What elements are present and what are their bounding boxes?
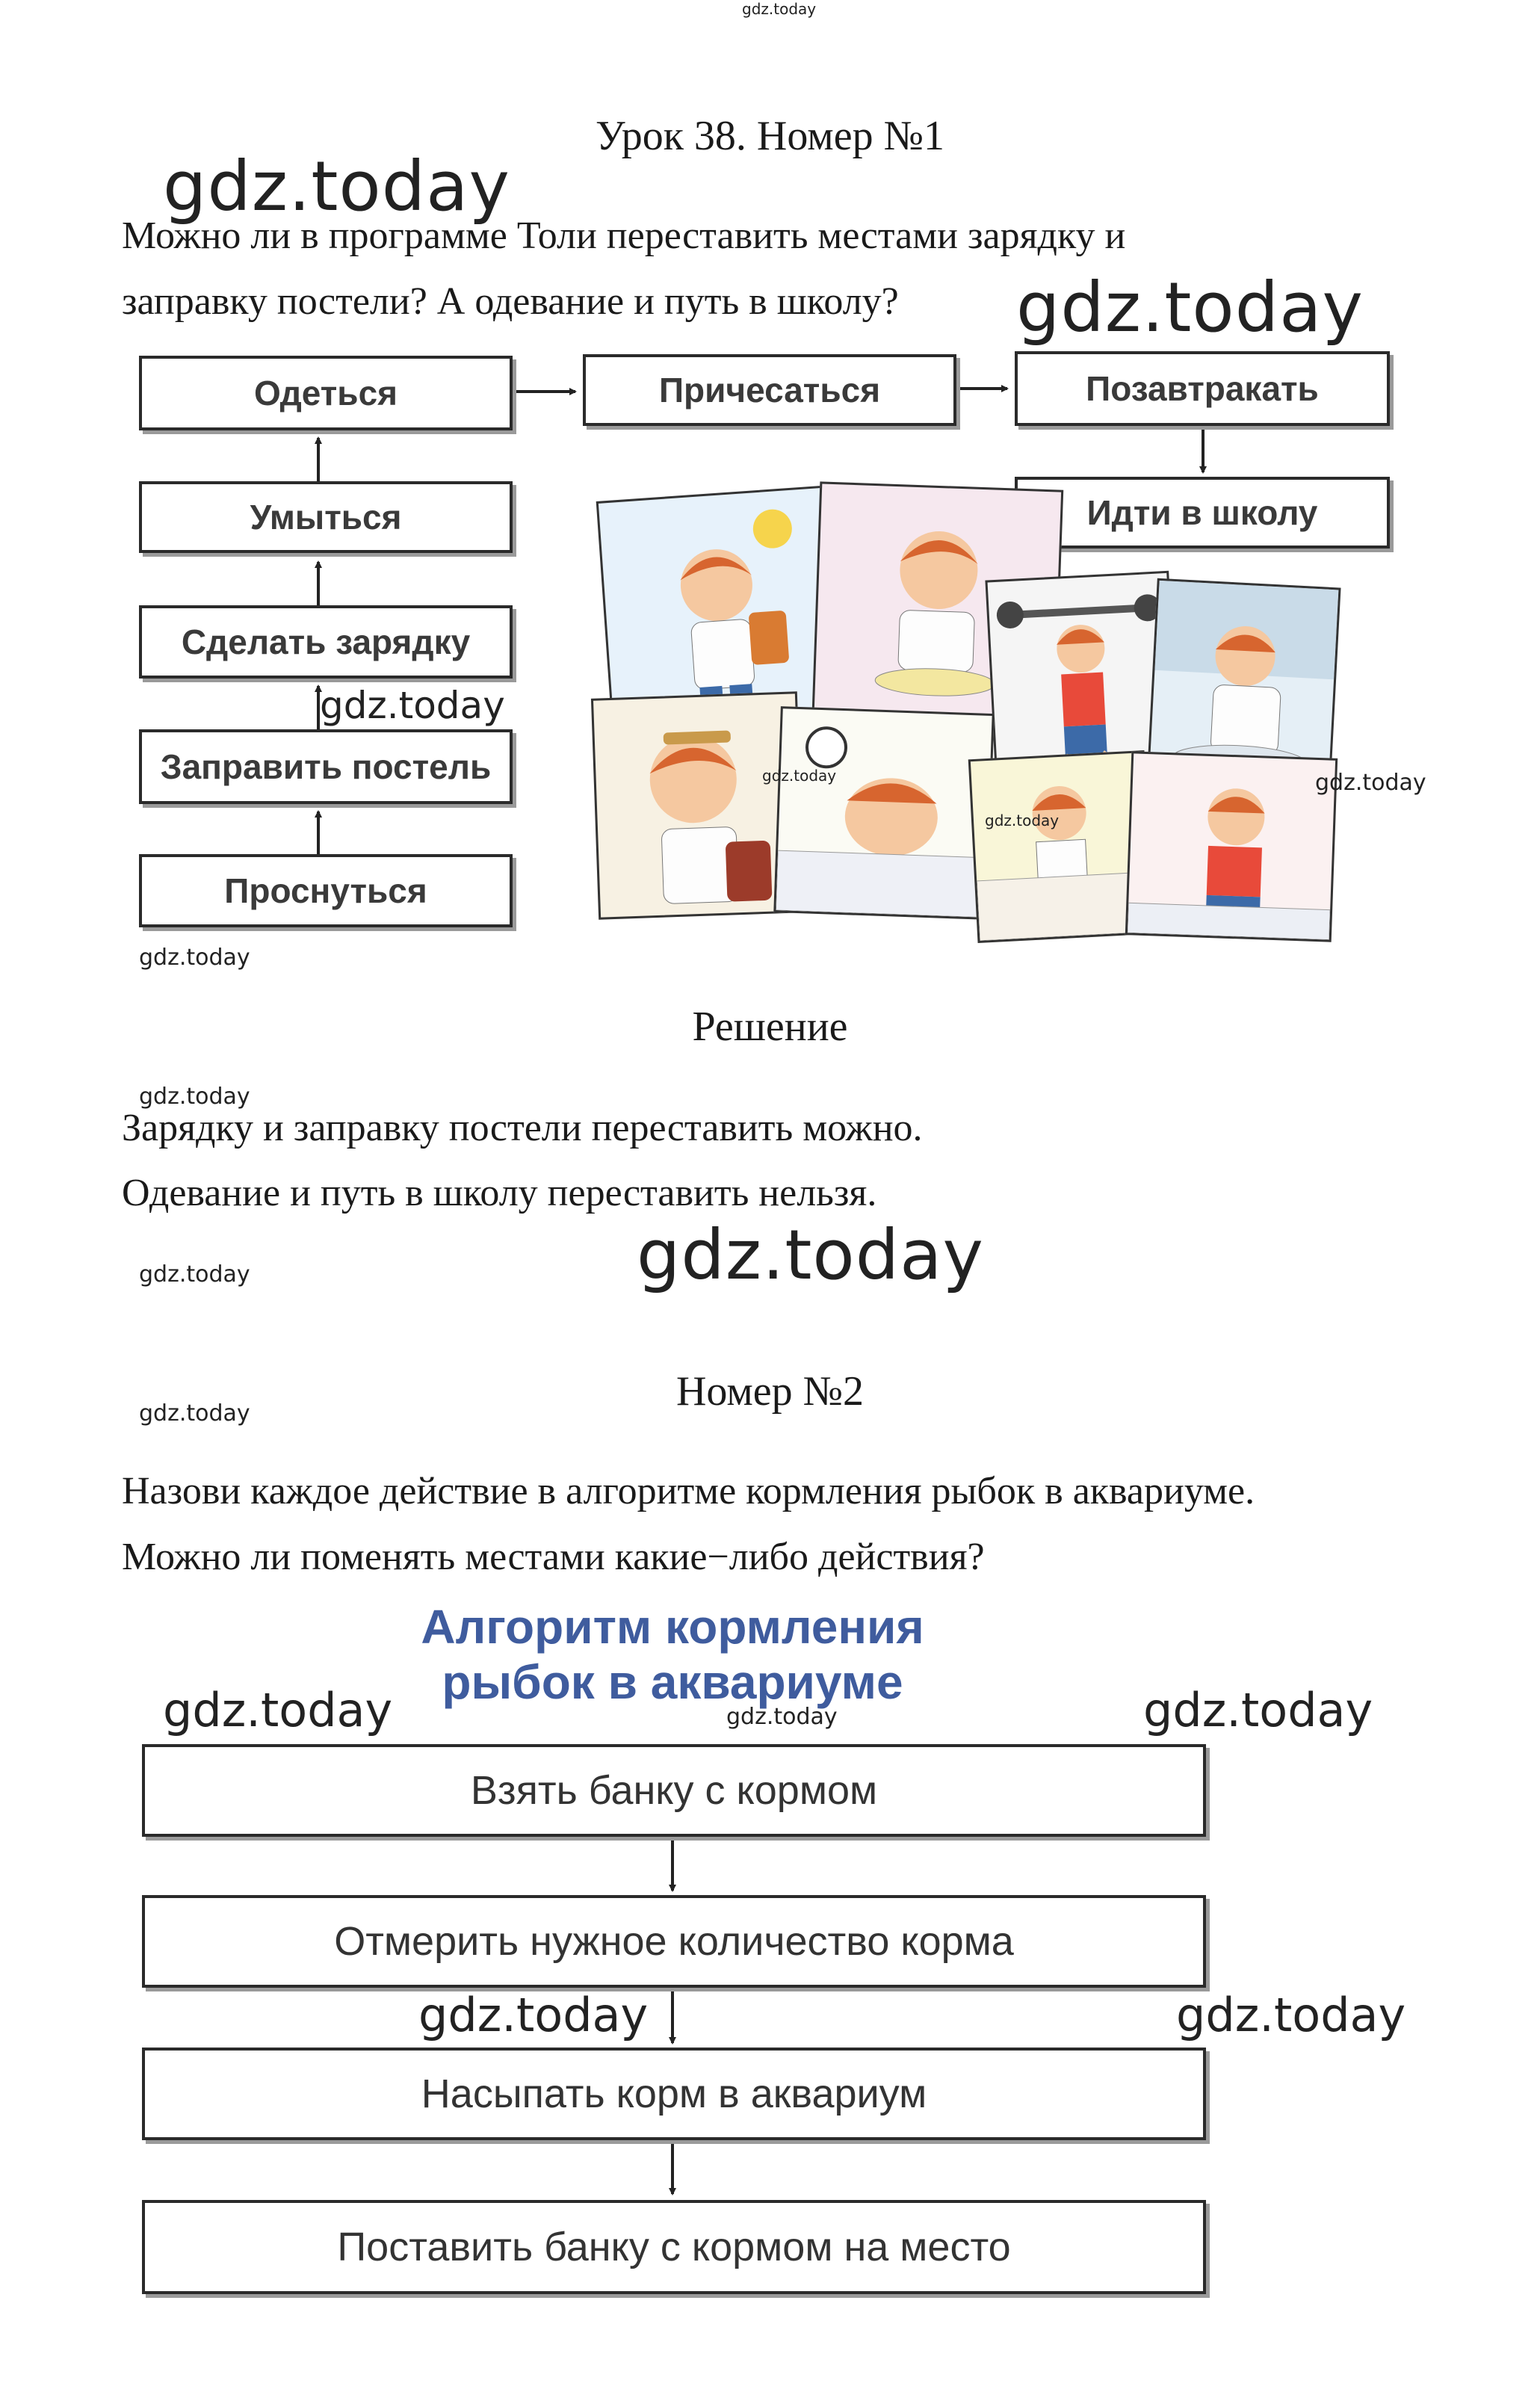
flow-exercise: Сделать зарядку [139, 605, 513, 679]
algorithm-step-3: Насыпать корм в аквариум [142, 2048, 1206, 2140]
watermark-top: gdz.today [742, 0, 817, 18]
watermark: gdz.today [762, 767, 837, 785]
watermark: gdz.today [1016, 268, 1364, 347]
section2-title: Номер №2 [675, 1368, 865, 1415]
algorithm-step-2: Отмерить нужное количество корма [142, 1895, 1206, 1988]
flow-breakfast: Позавтракать [1015, 351, 1390, 426]
watermark: gdz.today [637, 1215, 984, 1295]
section1-question-line2: заправку постели? А одевание и путь в школу? [122, 280, 899, 323]
watermark: gdz.today [1315, 770, 1426, 796]
flow-dress: Одеться [139, 356, 513, 430]
solution-heading: Решение [692, 1004, 848, 1050]
watermark: gdz.today [1143, 1683, 1373, 1737]
watermark: gdz.today [163, 1683, 393, 1737]
section2-question-line1: Назови каждое действие в алгоритме кормления рыбок в аквариуме. [122, 1470, 1255, 1512]
flow-comb: Причесаться [583, 354, 956, 426]
flow-wake-up: Проснуться [139, 854, 513, 927]
watermark: gdz.today [1176, 1988, 1406, 2042]
algorithm-title-line2: рыбок в аквариуме [442, 1655, 903, 1709]
flow-make-bed: Заправить постель [139, 729, 513, 804]
watermark: gdz.today [139, 945, 250, 971]
watermark: gdz.today [139, 1400, 250, 1427]
section1-title: Урок 38. Номер №1 [595, 113, 945, 159]
algorithm-title-line1: Алгоритм кормления [421, 1600, 924, 1654]
watermark: gdz.today [320, 684, 505, 727]
watermark: gdz.today [139, 1084, 250, 1110]
watermark: gdz.today [163, 146, 510, 226]
section1-question-line1: Можно ли в программе Толи переставить местами зарядку и [122, 214, 1126, 257]
watermark: gdz.today [985, 812, 1060, 829]
flow-go-school: Идти в школу [1015, 477, 1390, 548]
algorithm-step-4: Поставить банку с кормом на место [142, 2200, 1206, 2294]
section2-question-line2: Можно ли поменять местами какие−либо действия? [122, 1536, 985, 1578]
flow-wash: Умыться [139, 481, 513, 553]
solution-line2: Одевание и путь в школу переставить нельзя. [122, 1172, 877, 1214]
solution-line1: Зарядку и заправку постели переставить можно. [122, 1107, 923, 1149]
watermark: gdz.today [726, 1704, 838, 1730]
watermark: gdz.today [139, 1261, 250, 1288]
watermark: gdz.today [418, 1988, 649, 2042]
algorithm-step-1: Взять банку с кормом [142, 1744, 1206, 1837]
